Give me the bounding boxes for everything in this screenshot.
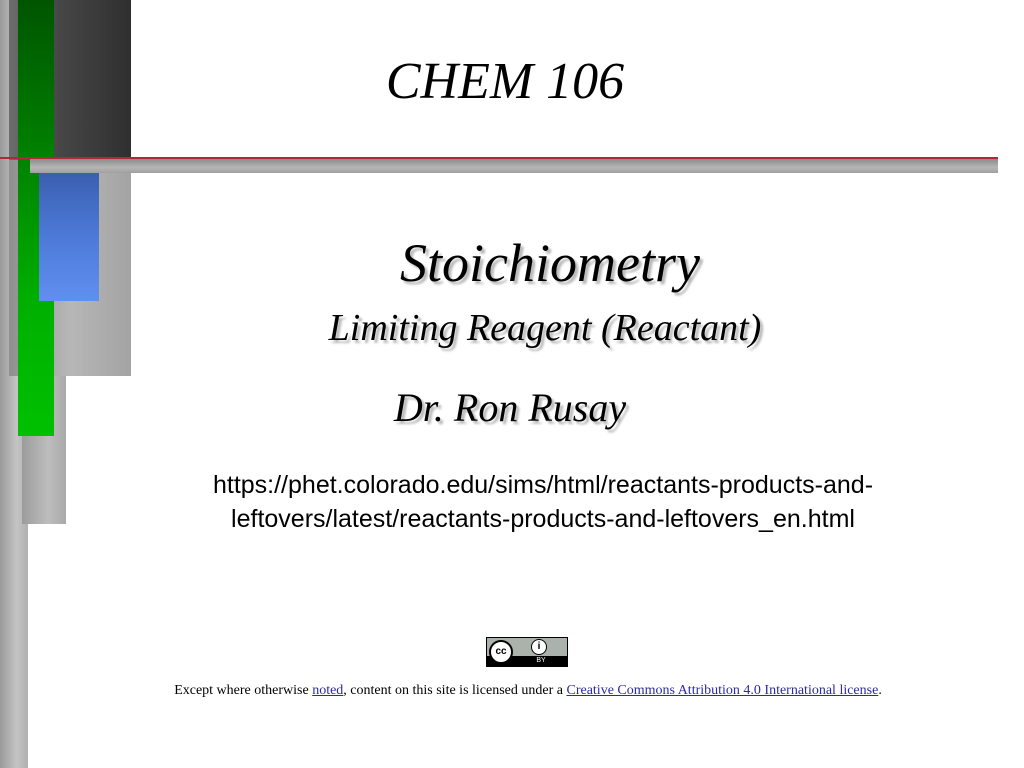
license-text-before: Except where otherwise bbox=[174, 683, 313, 698]
url-line-2: leftovers/latest/reactants-products-and-leftovers_en.html bbox=[231, 505, 855, 533]
decor-bar-blue bbox=[39, 173, 99, 301]
author-name: Dr. Ron Rusay bbox=[393, 385, 627, 430]
divider-gray-bar bbox=[30, 159, 998, 173]
slide-subtitle: Limiting Reagent (Reactant) bbox=[328, 307, 762, 349]
url-line-1: https://phet.colorado.edu/sims/html/reactants-products-and- bbox=[212, 471, 874, 499]
cc-logo-icon: cc bbox=[489, 640, 513, 664]
noted-link[interactable]: noted bbox=[312, 683, 344, 698]
simulation-url[interactable] bbox=[150, 468, 936, 536]
license-text-middle: , content on this site is licensed under a bbox=[343, 683, 567, 698]
course-title: CHEM 106 bbox=[385, 53, 625, 110]
cc-by-badge-icon[interactable] bbox=[486, 637, 568, 667]
badge-by-label: BY bbox=[536, 657, 546, 664]
slide-title: Stoichiometry bbox=[400, 233, 700, 293]
attribution-person-icon: i bbox=[531, 639, 547, 655]
license-notice bbox=[100, 683, 956, 699]
license-link[interactable]: Creative Commons Attribution 4.0 International license bbox=[566, 683, 879, 698]
license-text-after: . bbox=[878, 683, 882, 698]
